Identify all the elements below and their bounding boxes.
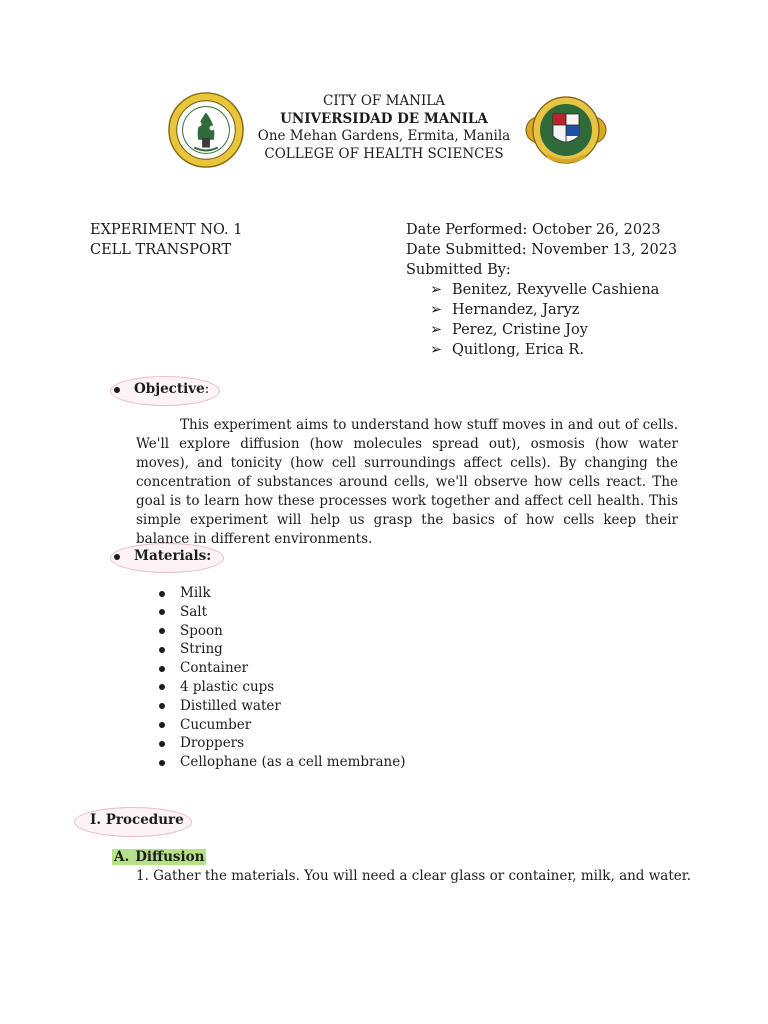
material-item: Salt (158, 603, 405, 622)
college-seal-logo (523, 90, 609, 170)
material-item: Droppers (158, 734, 405, 753)
experiment-title: CELL TRANSPORT (90, 242, 232, 258)
submitted-by-label: Submitted By: (406, 262, 511, 278)
arrow-bullet-icon: ➢ (430, 322, 443, 338)
material-item: Distilled water (158, 697, 405, 716)
procedure-step: 1. Gather the materials. You will need a clear glass or container, milk, and water. (136, 868, 692, 884)
university-name: UNIVERSIDAD DE MANILA (280, 110, 488, 127)
arrow-bullet-icon: ➢ (430, 342, 443, 358)
material-item: Cellophane (as a cell membrane) (158, 753, 405, 772)
address-line: One Mehan Gardens, Ermita, Manila (257, 128, 511, 144)
submitter-item: ➢ Hernandez, Jaryz (430, 302, 580, 318)
subheading-title: Diffusion (135, 849, 205, 865)
materials-list (158, 584, 405, 772)
submitter-list (406, 280, 677, 360)
material-item: Cucumber (158, 716, 405, 735)
submitter-item: ➢ Benitez, Rexyvelle Cashiena (430, 282, 660, 298)
arrow-bullet-icon: ➢ (430, 302, 443, 318)
materials-heading: Materials: (114, 548, 211, 564)
submitter-item: ➢ Quitlong, Erica R. (430, 342, 584, 358)
objective-heading: Objective: (114, 381, 209, 397)
letterhead (0, 90, 768, 180)
material-item: Spoon (158, 622, 405, 641)
material-item: String (158, 640, 405, 659)
material-item: 4 plastic cups (158, 678, 405, 697)
letterhead-text (0, 93, 768, 163)
city-line: CITY OF MANILA (322, 93, 446, 109)
material-item: Milk (158, 584, 405, 603)
diffusion-subheading (112, 849, 206, 865)
date-performed: Date Performed: October 26, 2023 (406, 222, 661, 238)
experiment-number: EXPERIMENT NO. 1 (90, 222, 243, 238)
objective-paragraph: This experiment aims to understand how stuff moves in and out of cells. We'll explore diffusion (how molecules spread out), osmosis (how water moves), and tonicity (how cell surroundings affect cells). By changing the concentration of substances around cells, we'll observe how cells react. The goal is to learn how these processes work together and affect cell health. This simple experiment will help us grasp the basics of how cells keep their balance in different environments. (136, 417, 678, 547)
college-line: COLLEGE OF HEALTH SCIENCES (264, 145, 504, 162)
bullet-icon (114, 554, 120, 560)
bullet-icon (114, 387, 120, 393)
date-submitted: Date Submitted: November 13, 2023 (406, 242, 678, 258)
subheading-label: A. (114, 849, 130, 865)
material-item: Container (158, 659, 405, 678)
submitter-item: ➢ Perez, Cristine Joy (430, 322, 588, 338)
submission-info (406, 220, 677, 360)
procedure-heading: I. Procedure (90, 812, 184, 828)
experiment-info (90, 220, 242, 260)
arrow-bullet-icon: ➢ (430, 282, 443, 298)
